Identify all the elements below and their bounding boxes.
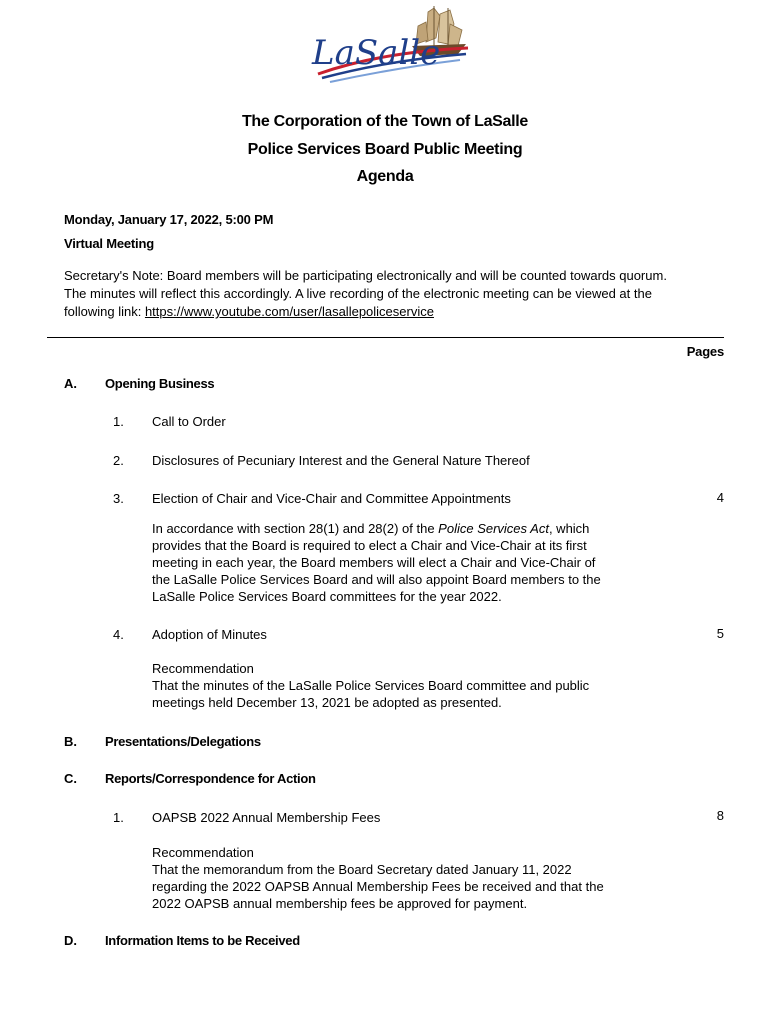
secretary-note-line2: The minutes will reflect this accordingly. A live recording of the electronic meeting can be viewed at the [64,286,652,301]
item-c1-number: 1. [113,810,124,825]
lasalle-logo [300,2,470,102]
section-d-title: Information Items to be Received [105,933,300,948]
youtube-link[interactable]: https://www.youtube.com/user/lasallepoliceservice [144,304,434,319]
meeting-location: Virtual Meeting [64,236,154,251]
item-a1-title: Call to Order [152,414,226,429]
rec-line: That the minutes of the LaSalle Police Services Board committee and public [152,678,590,693]
item-a1-number: 1. [113,414,124,429]
org-title: The Corporation of the Town of LaSalle [241,113,529,130]
item-a3-description [152,520,672,605]
desc-line: provides that the Board is required to elect a Chair and Vice-Chair at its first [152,538,587,553]
item-a4-page: 5 [716,626,724,641]
item-a4-title: Adoption of Minutes [152,627,267,642]
section-a-letter: A. [64,376,77,391]
section-d-letter: D. [64,933,77,948]
rec-line: regarding the 2022 OAPSB Annual Membership Fees be received and that the [152,879,604,894]
item-a4-recommendation [152,660,672,711]
section-b-title: Presentations/Delegations [105,734,261,749]
agenda-title: Agenda [356,168,414,185]
note-prefix: following link: [64,304,145,319]
divider [47,337,724,338]
rec-line: meetings held December 13, 2021 be adopted as presented. [152,695,502,710]
item-a2-title: Disclosures of Pecuniary Interest and the General Nature Thereof [152,453,530,468]
item-a3-number: 3. [113,491,124,506]
pages-header: Pages [686,344,724,359]
svg-text:LaSalle: LaSalle [312,33,441,73]
secretary-note-line1: Secretary's Note: Board members will be participating electronically and will be counted towards quorum. [64,268,667,283]
item-a2-number: 2. [113,453,124,468]
rec-line: That the memorandum from the Board Secretary dated January 11, 2022 [152,862,572,877]
item-a3-page: 4 [716,490,724,505]
item-c1-recommendation [152,844,672,912]
meeting-title: Police Services Board Public Meeting [247,141,523,158]
section-c-letter: C. [64,771,77,786]
item-c1-page: 8 [716,808,724,823]
section-c-title: Reports/Correspondence for Action [105,771,316,786]
rec-label: Recommendation [152,845,254,860]
item-a4-number: 4. [113,627,124,642]
meeting-date-time: Monday, January 17, 2022, 5:00 PM [64,212,274,227]
rec-line: 2022 OAPSB annual membership fees be approved for payment. [152,896,528,911]
item-a3-title: Election of Chair and Vice-Chair and Committee Appointments [152,491,511,506]
section-a-title: Opening Business [105,376,215,391]
section-b-letter: B. [64,734,77,749]
desc-line: LaSalle Police Services Board committees for the year 2022. [152,589,502,604]
rec-label: Recommendation [152,661,254,676]
desc-line: In accordance with section 28(1) and 28(2) of the Police Services Act, which [152,521,590,536]
item-c1-title: OAPSB 2022 Annual Membership Fees [152,810,381,825]
secretary-note-line3 [64,303,434,321]
desc-line: the LaSalle Police Services Board and will also appoint Board members to the [152,572,601,587]
desc-line: meeting in each year, the Board members will elect a Chair and Vice-Chair of [152,555,596,570]
